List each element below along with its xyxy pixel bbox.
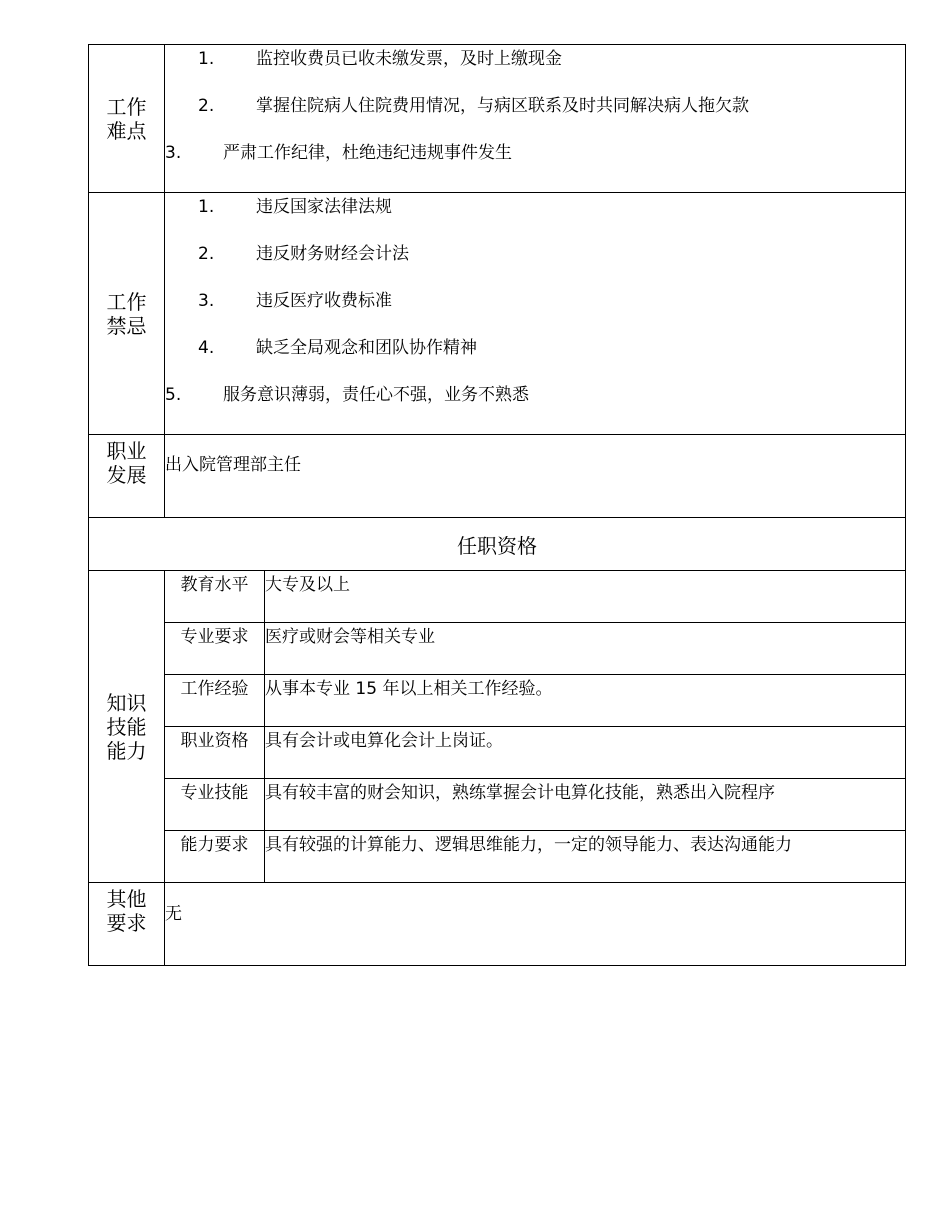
difficulties-label-line2: 难点 (106, 118, 147, 143)
list-text: 服务意识薄弱，责任心不强，业务不熟悉 (223, 385, 529, 405)
list-item (165, 240, 905, 287)
list-number: 1. (198, 197, 215, 217)
taboos-content (165, 193, 906, 435)
qualifications-label-line3: 能力 (106, 738, 147, 763)
list-text: 违反财务财经会计法 (256, 244, 409, 264)
qualifications-content (165, 571, 906, 883)
career-label-line1: 职业 (106, 439, 147, 463)
row-value: 医疗或财会等相关专业 (265, 623, 906, 675)
qualifications-label-line2: 技能 (106, 714, 147, 739)
list-number: 4. (198, 338, 215, 358)
list-number: 2. (198, 96, 215, 116)
other-label-line1: 其他 (106, 887, 147, 911)
qualifications-row (89, 571, 906, 883)
row-label: 教育水平 (165, 571, 265, 623)
table-row (165, 675, 905, 727)
row-value: 具有会计或电算化会计上岗证。 (265, 727, 906, 779)
row-value: 大专及以上 (265, 571, 906, 623)
row-value: 具有较丰富的财会知识，熟练掌握会计电算化技能，熟悉出入院程序 (265, 779, 906, 831)
section-title: 任职资格 (89, 518, 906, 571)
row-value: 从事本专业 15 年以上相关工作经验。 (265, 675, 906, 727)
qualifications-header-row (89, 518, 906, 571)
row-label: 专业要求 (165, 623, 265, 675)
career-label-line2: 发展 (106, 463, 147, 487)
career-row (89, 435, 906, 518)
list-number: 2. (198, 244, 215, 264)
taboos-label-line2: 禁忌 (106, 313, 147, 338)
list-number: 1. (198, 49, 215, 69)
row-value: 具有较强的计算能力、逻辑思维能力，一定的领导能力、表达沟通能力 (265, 831, 906, 883)
list-number: 3. (165, 143, 182, 163)
other-content (165, 883, 906, 966)
other-label-line2: 要求 (106, 911, 147, 935)
career-label (89, 435, 165, 518)
difficulties-label-line1: 工作 (106, 94, 147, 119)
difficulties-row (89, 45, 906, 193)
qualifications-label-line1: 知识 (106, 690, 147, 715)
list-item (165, 45, 905, 92)
row-label: 能力要求 (165, 831, 265, 883)
list-item (165, 193, 905, 240)
table-row (165, 831, 905, 883)
row-label: 工作经验 (165, 675, 265, 727)
taboos-row (89, 193, 906, 435)
list-number: 5. (165, 385, 182, 405)
list-item (165, 92, 905, 139)
qualifications-table (165, 571, 905, 882)
difficulties-content (165, 45, 906, 193)
list-text: 监控收费员已收未缴发票，及时上缴现金 (256, 49, 562, 69)
table-row (165, 779, 905, 831)
list-text: 掌握住院病人住院费用情况，与病区联系及时共同解决病人拖欠款 (256, 96, 749, 116)
other-label (89, 883, 165, 966)
career-text: 出入院管理部主任 (165, 455, 301, 475)
job-description-table (88, 44, 906, 966)
row-label: 职业资格 (165, 727, 265, 779)
list-text: 违反国家法律法规 (256, 197, 392, 217)
qualifications-label (89, 571, 165, 883)
taboos-label (89, 193, 165, 435)
other-row (89, 883, 906, 966)
list-item (165, 334, 905, 381)
list-text: 违反医疗收费标准 (256, 291, 392, 311)
other-text: 无 (165, 904, 182, 924)
difficulties-label (89, 45, 165, 193)
table-row (165, 727, 905, 779)
taboos-label-line1: 工作 (106, 289, 147, 314)
list-text: 缺乏全局观念和团队协作精神 (256, 338, 477, 358)
table-row (165, 571, 905, 623)
career-content (165, 435, 906, 518)
list-number: 3. (198, 291, 215, 311)
list-item (165, 287, 905, 334)
row-label: 专业技能 (165, 779, 265, 831)
list-item (165, 381, 905, 428)
list-item (165, 139, 905, 186)
table-row (165, 623, 905, 675)
list-text: 严肃工作纪律，杜绝违纪违规事件发生 (223, 143, 512, 163)
